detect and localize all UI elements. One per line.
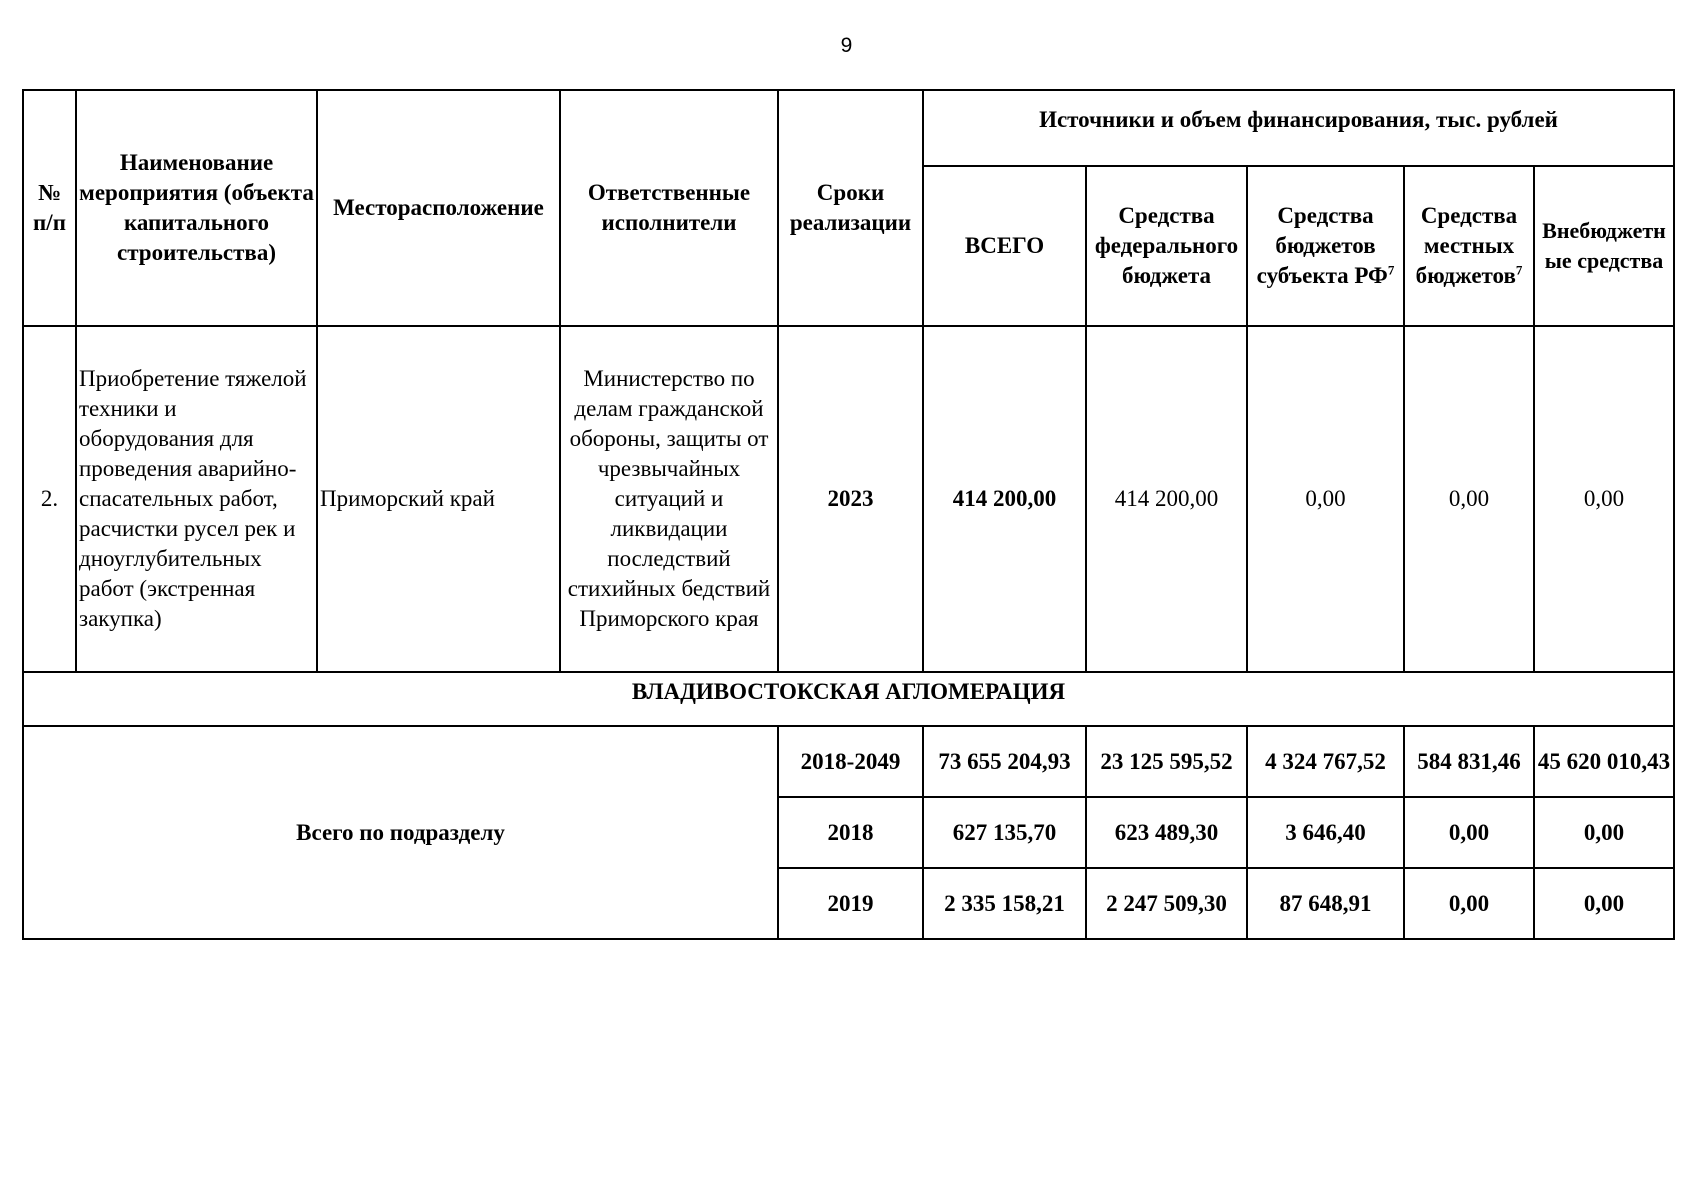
item-name: Приобретение тяжелой техники и оборудования для проведения аварийно-спасательных работ, расчистки русел рек и дноуглубительных работ (экстренная закупка) [76, 326, 317, 672]
subtotal-federal: 2 247 509,30 [1086, 868, 1247, 939]
item-num: 2. [23, 326, 76, 672]
subtotal-extra: 0,00 [1534, 797, 1674, 868]
header-sources: Источники и объем финансирования, тыс. рублей [923, 90, 1674, 166]
financing-table [22, 89, 1675, 940]
header-subject-text: Средства бюджетов субъекта РФ [1256, 203, 1388, 288]
item-total: 414 200,00 [923, 326, 1086, 672]
header-total: ВСЕГО [923, 166, 1086, 326]
subtotal-local: 0,00 [1404, 868, 1534, 939]
item-location: Приморский край [317, 326, 560, 672]
subtotal-subject: 4 324 767,52 [1247, 726, 1404, 797]
item-responsible: Министерство по делам гражданской обороны, защиты от чрезвычайных ситуаций и ликвидации последствий стихийных бедствий Приморского края [560, 326, 778, 672]
header-row-1 [23, 90, 1674, 166]
subtotal-federal: 623 489,30 [1086, 797, 1247, 868]
header-responsible: Ответственные исполнители [560, 90, 778, 326]
header-extra: Внебюджетные средства [1534, 166, 1674, 326]
subtotal-local: 0,00 [1404, 797, 1534, 868]
subtotal-period: 2019 [778, 868, 923, 939]
item-period: 2023 [778, 326, 923, 672]
header-federal: Средства федерального бюджета [1086, 166, 1247, 326]
header-name: Наименование мероприятия (объекта капитального строительства) [76, 90, 317, 326]
item-local: 0,00 [1404, 326, 1534, 672]
subtotal-subject: 3 646,40 [1247, 797, 1404, 868]
header-subject-footnote: 7 [1387, 262, 1395, 278]
subtotal-federal: 23 125 595,52 [1086, 726, 1247, 797]
item-row [23, 326, 1674, 672]
subtotal-row [23, 726, 1674, 797]
subtotal-period: 2018 [778, 797, 923, 868]
subtotal-label: Всего по подразделу [23, 726, 778, 939]
subtotal-total: 2 335 158,21 [923, 868, 1086, 939]
header-local-text: Средства местных бюджетов [1415, 203, 1518, 288]
subtotal-extra: 0,00 [1534, 868, 1674, 939]
header-location: Месторасположение [317, 90, 560, 326]
item-subject: 0,00 [1247, 326, 1404, 672]
subtotal-total: 627 135,70 [923, 797, 1086, 868]
subtotal-extra: 45 620 010,43 [1534, 726, 1674, 797]
section-title: ВЛАДИВОСТОКСКАЯ АГЛОМЕРАЦИЯ [23, 672, 1674, 726]
subtotal-local: 584 831,46 [1404, 726, 1534, 797]
header-local-footnote: 7 [1515, 262, 1523, 278]
header-num: № п/п [23, 90, 76, 326]
header-subject [1247, 166, 1404, 326]
section-row [23, 672, 1674, 726]
item-federal: 414 200,00 [1086, 326, 1247, 672]
header-period: Сроки реализации [778, 90, 923, 326]
header-local [1404, 166, 1534, 326]
subtotal-subject: 87 648,91 [1247, 868, 1404, 939]
subtotal-total: 73 655 204,93 [923, 726, 1086, 797]
item-extra: 0,00 [1534, 326, 1674, 672]
subtotal-period: 2018-2049 [778, 726, 923, 797]
page-number: 9 [840, 34, 853, 57]
